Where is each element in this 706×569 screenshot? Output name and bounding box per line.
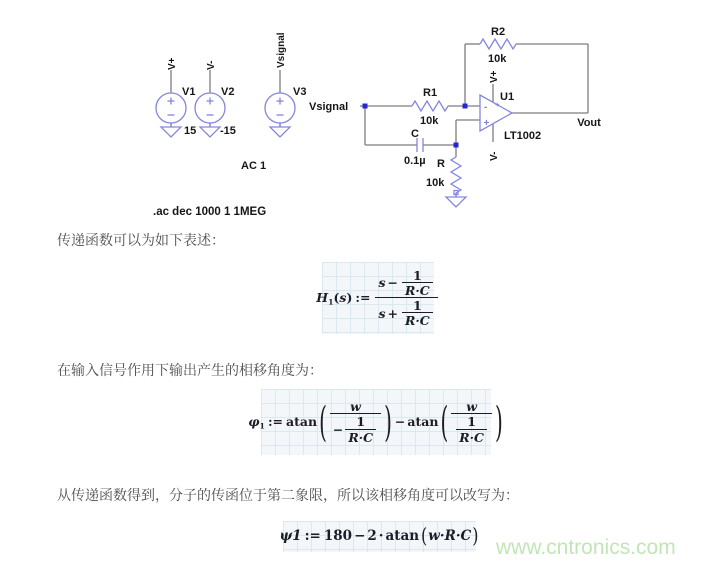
voltage-source-v2 <box>195 61 236 137</box>
r-value: 10k <box>426 177 445 189</box>
atan-function: atan <box>407 414 439 430</box>
c-value: 0.1µ <box>404 155 426 167</box>
r2-symbol <box>480 39 516 49</box>
assign-operator: := <box>355 290 371 306</box>
open-paren: ( <box>440 396 449 446</box>
v1-rail-label: V+ <box>167 57 178 70</box>
r-name: R <box>437 158 445 170</box>
spice-directive: .ac dec 1000 1 1MEG <box>153 206 267 218</box>
assign-operator: := <box>304 528 321 545</box>
f1-main-fraction: s − $\frac{1}{R\cdot C}$ s + $\frac{1}{R\cdot C}$ <box>375 269 437 328</box>
wires <box>360 44 588 197</box>
paragraph-phase-shift: 在输入信号作用下输出产生的相移角度为： <box>57 362 323 378</box>
junction-dot <box>363 104 368 109</box>
net-label-vout: Vout <box>577 117 601 129</box>
ground-icon <box>200 127 220 137</box>
f2-fraction-2: $\frac{w}{\frac{1}{R\cdot C}}$ <box>451 400 492 443</box>
close-paren: ) <box>384 396 392 446</box>
formula-rewritten-phase: ψ1 := 180 − 2 · atan ( w·R·C ) <box>283 521 476 552</box>
resistor-r1 <box>412 87 448 127</box>
r1-symbol <box>412 101 448 111</box>
ground-icon <box>446 197 466 207</box>
opamp-vminus-label: V- <box>489 151 500 161</box>
f2-fraction-1: w − $\frac{1}{R\cdot C}$ <box>330 400 381 443</box>
f1-subscript: 1 <box>328 297 334 307</box>
open-paren: ( <box>421 522 428 548</box>
assign-operator: := <box>267 414 284 430</box>
close-paren: ) <box>472 522 479 548</box>
opamp-u1 <box>480 70 541 161</box>
ground-icon <box>161 127 181 137</box>
f3-lhs: ψ1 <box>279 528 302 545</box>
net-label-vsignal: Vsignal <box>309 101 349 113</box>
opamp-pwr-minus-label: - <box>495 116 498 126</box>
opamp-name: U1 <box>500 91 515 103</box>
r2-name: R2 <box>491 26 506 38</box>
paragraph-rewritten-phase: 从传递函数得到，分子的传函位于第二象限，所以该相移角度可以改写为： <box>57 487 519 503</box>
opamp-vplus-label: V+ <box>489 70 500 83</box>
r1-value: 10k <box>420 115 439 127</box>
c-name: C <box>411 128 419 140</box>
v1-value: 15 <box>184 125 197 137</box>
f1-lhs: H <box>316 290 329 306</box>
opamp-noninverting-input-label: + <box>483 118 490 129</box>
v3-rail-label: Vsignal <box>276 32 287 68</box>
f2-lhs: φ <box>248 414 260 430</box>
circuit-schematic <box>0 0 706 225</box>
open-paren: ( <box>319 396 327 446</box>
v2-rail-label: V- <box>206 60 217 70</box>
watermark: www.cntronics.com <box>496 536 676 559</box>
resistor-r <box>426 157 466 207</box>
r1-name: R1 <box>423 87 438 99</box>
atan-function: atan <box>385 528 420 545</box>
junction-dot <box>463 104 468 109</box>
v2-value: -15 <box>220 125 236 137</box>
formula-phase-angle: φ 1 := atan ( w − $\frac{1}{R\cdot C}$ ) − atan ( $\frac{w}{\frac{1}{R\cdot C}}$ ) <box>261 389 491 455</box>
r2-value: 10k <box>488 53 507 65</box>
opamp-inverting-input-label: - <box>484 102 488 113</box>
opamp-pwr-plus-label: + <box>495 100 500 109</box>
voltage-source-v3 <box>241 32 306 172</box>
v3-name: V3 <box>293 86 307 98</box>
atan-function: atan <box>286 414 318 430</box>
capacitor-c <box>404 128 426 167</box>
formula-transfer-function: H 1 ( s ) := s − $\frac{1}{R\cdot C}$ s + $\frac{1}{R\cdot C}$ <box>322 262 434 334</box>
v2-name: V2 <box>221 86 235 98</box>
f2-subscript: 1 <box>259 421 265 431</box>
junction-dot <box>454 143 459 148</box>
v3-value: AC 1 <box>241 160 267 172</box>
v1-name: V1 <box>182 86 196 98</box>
paragraph-transfer-function: 传递函数可以为如下表述： <box>57 232 225 248</box>
opamp-part-number: LT1002 <box>504 130 542 142</box>
close-paren: ) <box>494 396 503 446</box>
ground-icon <box>270 127 290 137</box>
r-symbol <box>451 157 461 193</box>
voltage-source-v1 <box>156 57 196 137</box>
resistor-r2 <box>480 26 516 65</box>
